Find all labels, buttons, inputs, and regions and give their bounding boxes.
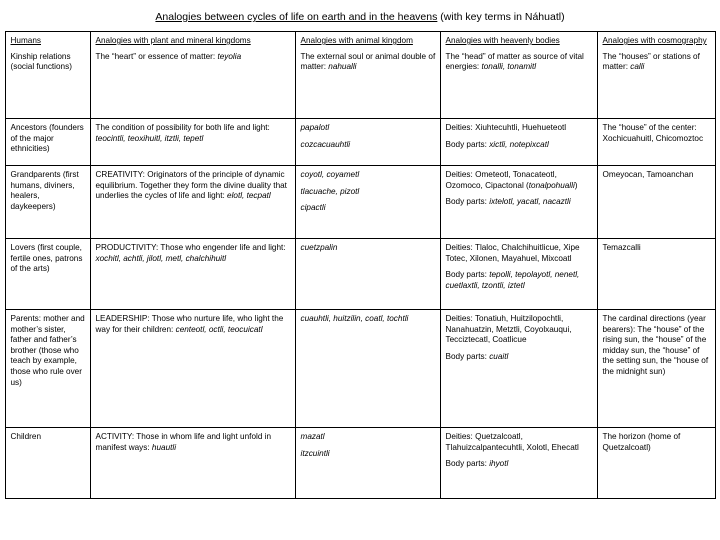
- nahuatl-term: teocintli, teoxihuitl, itztli, tepetl: [95, 133, 204, 143]
- table-row: [5, 239, 715, 310]
- column-header-animal: [295, 32, 440, 119]
- cell-humans: Ancestors (founders of the major ethnicities): [5, 119, 90, 166]
- cell-heavenly-bodies: [440, 119, 597, 166]
- nahuatl-term: tonalpohualli: [528, 180, 575, 190]
- deities-label: Deities:: [445, 314, 475, 323]
- column-header-subtitle: [446, 52, 593, 73]
- deities-tail: ): [574, 180, 578, 190]
- cell-heavenly-bodies: [440, 239, 597, 310]
- cell-text: CREATIVITY: Originators of the principle of dynamic equilibrium. Together they form the divine duality that underlies the cycles of life and light:: [95, 170, 287, 201]
- column-header-title: Analogies with plant and mineral kingdoms: [95, 36, 251, 45]
- deities-value: Tonatiuh, Huitzilopochtli, Nanahuatzin, Metztli, Coyolxauqui, Tecciztecatl, Coatlicue: [445, 314, 572, 345]
- deities-line: [446, 314, 593, 346]
- deities-line: [446, 170, 593, 191]
- cell-animal: [295, 166, 440, 239]
- deities-value: Tlaloc, Chalchihuitlicue, Xipe Totec, Xilonen, Mayahuel, Mixcoatl: [445, 243, 580, 263]
- nahuatl-term: cuauhtli, huitzilin, coatl, tochtli: [300, 314, 409, 323]
- column-header-humans: [5, 32, 90, 119]
- cell-text: The condition of possibility for both life and light:: [95, 123, 270, 132]
- nahuatl-term: elotl, tecpatl: [227, 191, 271, 201]
- deities-label: Deities:: [445, 243, 475, 252]
- column-header-title: Analogies with heavenly bodies: [445, 36, 560, 45]
- nahuatl-term: tepolli, tepolayotl, nenetl, cuetlaxtli, tzontli, iztetl: [445, 270, 580, 290]
- nahuatl-term: nahualli: [328, 62, 357, 72]
- body-parts-label: Body parts:: [445, 351, 490, 361]
- nahuatl-term: cozcacuauhtli: [300, 139, 351, 149]
- deities-line: [446, 123, 593, 134]
- page-title: [0, 0, 720, 31]
- cell-animal: [295, 119, 440, 166]
- cell-humans: Grandparents (first humans, diviners, healers, daykeepers): [5, 166, 90, 239]
- column-header-title: Analogies with cosmography: [602, 36, 707, 45]
- cell-animal: [295, 310, 440, 428]
- column-header-cosmography: [597, 32, 715, 119]
- column-header-subtitle: Kinship relations (social functions): [10, 51, 72, 72]
- column-header-plant-mineral: [90, 32, 295, 119]
- cell-animal: [295, 428, 440, 499]
- column-header-subtitle: [603, 52, 711, 73]
- cell-humans: Parents: mother and mother’s sister, father and father’s brother (those who teach by example, those who rule over us): [5, 310, 90, 428]
- body-parts-label: Body parts:: [445, 459, 490, 469]
- body-parts-line: [446, 352, 593, 363]
- cell-cosmography: The horizon (home of Quetzalcoatl): [597, 428, 715, 499]
- cell-animal: [295, 239, 440, 310]
- deities-line: [446, 243, 593, 264]
- nahuatl-term: papalotl: [300, 123, 330, 132]
- cell-text: ACTIVITY: Those in whom life and light unfold in manifest ways:: [95, 432, 272, 452]
- cell-cosmography: Omeyocan, Tamoanchan: [597, 166, 715, 239]
- nahuatl-term: cuetzpalin: [300, 243, 338, 252]
- cell-plant-mineral: [90, 428, 295, 499]
- subtitle-text: The “heart” or essence of matter:: [95, 51, 218, 61]
- deities-label: Deities:: [445, 170, 476, 179]
- nahuatl-term: calli: [630, 62, 645, 72]
- body-parts-line: [446, 197, 593, 208]
- body-parts-line: [446, 140, 593, 151]
- cell-cosmography: The “house” of the center: Xochicuahuitl, Chicomoztoc: [597, 119, 715, 166]
- cell-text: PRODUCTIVITY: Those who engender life and light:: [95, 243, 286, 252]
- cell-humans: Children: [5, 428, 90, 499]
- deities-value: Xiuhtecuhtli, Huehueteotl: [475, 123, 567, 132]
- cell-heavenly-bodies: [440, 166, 597, 239]
- deities-line: [446, 432, 593, 453]
- cell-heavenly-bodies: [440, 428, 597, 499]
- column-header-subtitle: [96, 52, 291, 63]
- nahuatl-term: tlacuache, pizotl: [300, 186, 360, 196]
- page-title-suffix: (with key terms in Náhuatl): [437, 11, 565, 23]
- nahuatl-term: mazatl: [300, 432, 325, 441]
- nahuatl-term: xictli, notepixcatl: [489, 139, 549, 149]
- nahuatl-term: itzcuintli: [300, 448, 330, 458]
- table-row: [5, 428, 715, 499]
- nahuatl-term: ihyotl: [489, 459, 509, 469]
- cell-heavenly-bodies: [440, 310, 597, 428]
- cell-text: LEADERSHIP: Those who nurture life, who light the way for their children:: [95, 314, 284, 334]
- deities-label: Deities:: [445, 123, 476, 132]
- page-title-main: Analogies between cycles of life on earth and in the heavens: [155, 11, 438, 23]
- nahuatl-term: ixtelotl, yacatl, nacaztli: [489, 197, 571, 207]
- column-header-subtitle: [301, 52, 436, 73]
- nahuatl-term: huautli: [151, 442, 177, 452]
- nahuatl-term: coyotl, coyametl: [300, 170, 360, 179]
- table-row: [5, 166, 715, 239]
- nahuatl-term: centeotl, octli, teocuicatl: [175, 324, 263, 334]
- body-parts-label: Body parts:: [445, 197, 490, 207]
- subtitle-text: The “houses” or stations of matter:: [602, 51, 700, 72]
- deities-value: Quetzalcoatl, Tlahuizcalpantecuhtli, Xolotl, Ehecatl: [445, 432, 579, 452]
- nahuatl-term: cipactli: [300, 203, 326, 213]
- cell-cosmography: The cardinal directions (year bearers): The “house” of the rising sun, the “house” of the midday sun, the “house” of the setting sun, the “house of the midnight sun): [597, 310, 715, 428]
- analogies-table: [5, 31, 716, 499]
- body-parts-line: [446, 459, 593, 470]
- column-header-title: Analogies with animal kingdom: [300, 36, 413, 45]
- table-header-row: [5, 32, 715, 119]
- cell-cosmography: Temazcalli: [597, 239, 715, 310]
- table-row: [5, 310, 715, 428]
- body-parts-label: Body parts:: [445, 270, 490, 280]
- cell-plant-mineral: [90, 310, 295, 428]
- cell-plant-mineral: [90, 239, 295, 310]
- deities-label: Deities:: [445, 432, 476, 441]
- nahuatl-term: xochitl, achtli, jilotl, metl, chalchihuitl: [95, 253, 227, 263]
- nahuatl-term: cuaitl: [489, 351, 509, 361]
- subtitle-text: The “head” of matter as source of vital energies:: [445, 51, 584, 72]
- cell-plant-mineral: [90, 119, 295, 166]
- column-header-heavenly-bodies: [440, 32, 597, 119]
- body-parts-line: [446, 270, 593, 291]
- nahuatl-term: teyolia: [217, 51, 242, 61]
- body-parts-label: Body parts:: [445, 139, 490, 149]
- cell-plant-mineral: [90, 166, 295, 239]
- subtitle-text: The external soul or animal double of matter:: [300, 51, 436, 72]
- deities-value: Ometeotl, Tonacateotl, Ozomoco, Cipactonal (: [445, 170, 557, 190]
- cell-humans: Lovers (first couple, fertile ones, patrons of the arts): [5, 239, 90, 310]
- table-row: [5, 119, 715, 166]
- nahuatl-term: tonalli, tonamitl: [481, 62, 537, 72]
- column-header-title: Humans: [10, 36, 41, 45]
